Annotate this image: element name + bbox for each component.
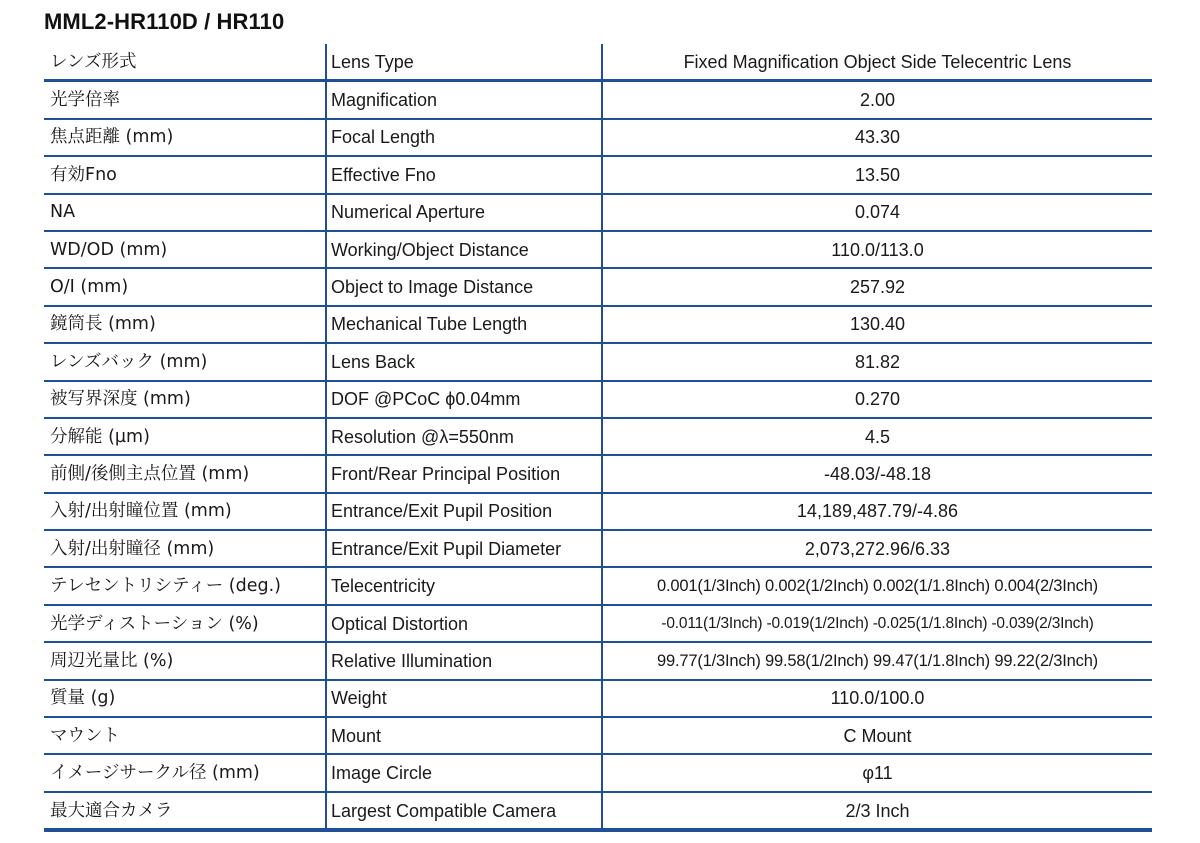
row-label-jp: 質量 (g) xyxy=(44,680,326,717)
spec-table xyxy=(44,44,1152,832)
table-row xyxy=(44,381,1152,418)
table-row xyxy=(44,44,1152,81)
table-row xyxy=(44,493,1152,530)
row-label-jp: レンズ形式 xyxy=(44,44,326,81)
table-row xyxy=(44,530,1152,567)
row-value: 13.50 xyxy=(602,156,1152,193)
document-title: MML2-HR110D / HR110 xyxy=(44,9,285,34)
row-label-jp: 光学ディストーション (%) xyxy=(44,605,326,642)
table-row xyxy=(44,194,1152,231)
table-row xyxy=(44,268,1152,305)
row-label-en: Front/Rear Principal Position xyxy=(326,455,602,492)
row-value: 257.92 xyxy=(602,268,1152,305)
row-value: 0.074 xyxy=(602,194,1152,231)
row-value: 14,189,487.79/-4.86 xyxy=(602,493,1152,530)
row-value: 110.0/100.0 xyxy=(602,680,1152,717)
row-label-jp: 有効Fno xyxy=(44,156,326,193)
table-row xyxy=(44,119,1152,156)
row-value: 99.77(1/3Inch) 99.58(1/2Inch) 99.47(1/1.8Inch) 99.22(2/3Inch) xyxy=(602,642,1152,679)
table-row xyxy=(44,81,1152,119)
row-label-jp: 最大適合カメラ xyxy=(44,792,326,830)
row-label-jp: WD/OD (mm) xyxy=(44,231,326,268)
row-label-en: Lens Type xyxy=(326,44,602,81)
row-label-en: Optical Distortion xyxy=(326,605,602,642)
row-value: 43.30 xyxy=(602,119,1152,156)
row-value: 0.270 xyxy=(602,381,1152,418)
table-row xyxy=(44,717,1152,754)
row-value: -0.011(1/3Inch) -0.019(1/2Inch) -0.025(1/1.8Inch) -0.039(2/3Inch) xyxy=(602,605,1152,642)
row-label-jp: 分解能 (µm) xyxy=(44,418,326,455)
table-row xyxy=(44,680,1152,717)
row-label-jp: マウント xyxy=(44,717,326,754)
row-label-jp: 被写界深度 (mm) xyxy=(44,381,326,418)
table-row xyxy=(44,306,1152,343)
table-row xyxy=(44,231,1152,268)
table-row xyxy=(44,605,1152,642)
row-label-en: Object to Image Distance xyxy=(326,268,602,305)
row-value: 2.00 xyxy=(602,81,1152,119)
row-label-en: Entrance/Exit Pupil Position xyxy=(326,493,602,530)
row-label-en: Relative Illumination xyxy=(326,642,602,679)
row-label-jp: 前側/後側主点位置 (mm) xyxy=(44,455,326,492)
row-label-jp: テレセントリシティー (deg.) xyxy=(44,567,326,604)
row-label-en: Resolution @λ=550nm xyxy=(326,418,602,455)
row-label-jp: 焦点距離 (mm) xyxy=(44,119,326,156)
row-label-en: Working/Object Distance xyxy=(326,231,602,268)
row-label-en: Effective Fno xyxy=(326,156,602,193)
table-row xyxy=(44,343,1152,380)
row-value: C Mount xyxy=(602,717,1152,754)
row-value: Fixed Magnification Object Side Telecentric Lens xyxy=(602,44,1152,81)
table-row xyxy=(44,567,1152,604)
row-label-en: Largest Compatible Camera xyxy=(326,792,602,830)
row-value: φ11 xyxy=(602,754,1152,791)
table-row xyxy=(44,754,1152,791)
row-label-en: Lens Back xyxy=(326,343,602,380)
row-label-jp: 鏡筒長 (mm) xyxy=(44,306,326,343)
row-label-jp: O/I (mm) xyxy=(44,268,326,305)
table-row xyxy=(44,418,1152,455)
row-label-en: Numerical Aperture xyxy=(326,194,602,231)
table-row xyxy=(44,642,1152,679)
row-label-en: DOF @PCoC ϕ0.04mm xyxy=(326,381,602,418)
row-label-jp: イメージサークル径 (mm) xyxy=(44,754,326,791)
row-label-jp: 周辺光量比 (%) xyxy=(44,642,326,679)
row-label-jp: 入射/出射瞳位置 (mm) xyxy=(44,493,326,530)
row-label-en: Weight xyxy=(326,680,602,717)
row-label-jp: 入射/出射瞳径 (mm) xyxy=(44,530,326,567)
row-label-en: Mount xyxy=(326,717,602,754)
row-label-en: Image Circle xyxy=(326,754,602,791)
row-value: 0.001(1/3Inch) 0.002(1/2Inch) 0.002(1/1.8Inch) 0.004(2/3Inch) xyxy=(602,567,1152,604)
row-value: 2/3 Inch xyxy=(602,792,1152,830)
table-row xyxy=(44,156,1152,193)
row-label-jp: NA xyxy=(44,194,326,231)
row-value: 130.40 xyxy=(602,306,1152,343)
row-value: 4.5 xyxy=(602,418,1152,455)
row-label-en: Mechanical Tube Length xyxy=(326,306,602,343)
row-label-en: Telecentricity xyxy=(326,567,602,604)
row-label-jp: 光学倍率 xyxy=(44,81,326,119)
row-value: 2,073,272.96/6.33 xyxy=(602,530,1152,567)
table-row xyxy=(44,455,1152,492)
row-value: 110.0/113.0 xyxy=(602,231,1152,268)
row-label-en: Focal Length xyxy=(326,119,602,156)
row-label-en: Entrance/Exit Pupil Diameter xyxy=(326,530,602,567)
row-label-en: Magnification xyxy=(326,81,602,119)
row-label-jp: レンズバック (mm) xyxy=(44,343,326,380)
row-value: 81.82 xyxy=(602,343,1152,380)
table-row xyxy=(44,792,1152,830)
row-value: -48.03/-48.18 xyxy=(602,455,1152,492)
